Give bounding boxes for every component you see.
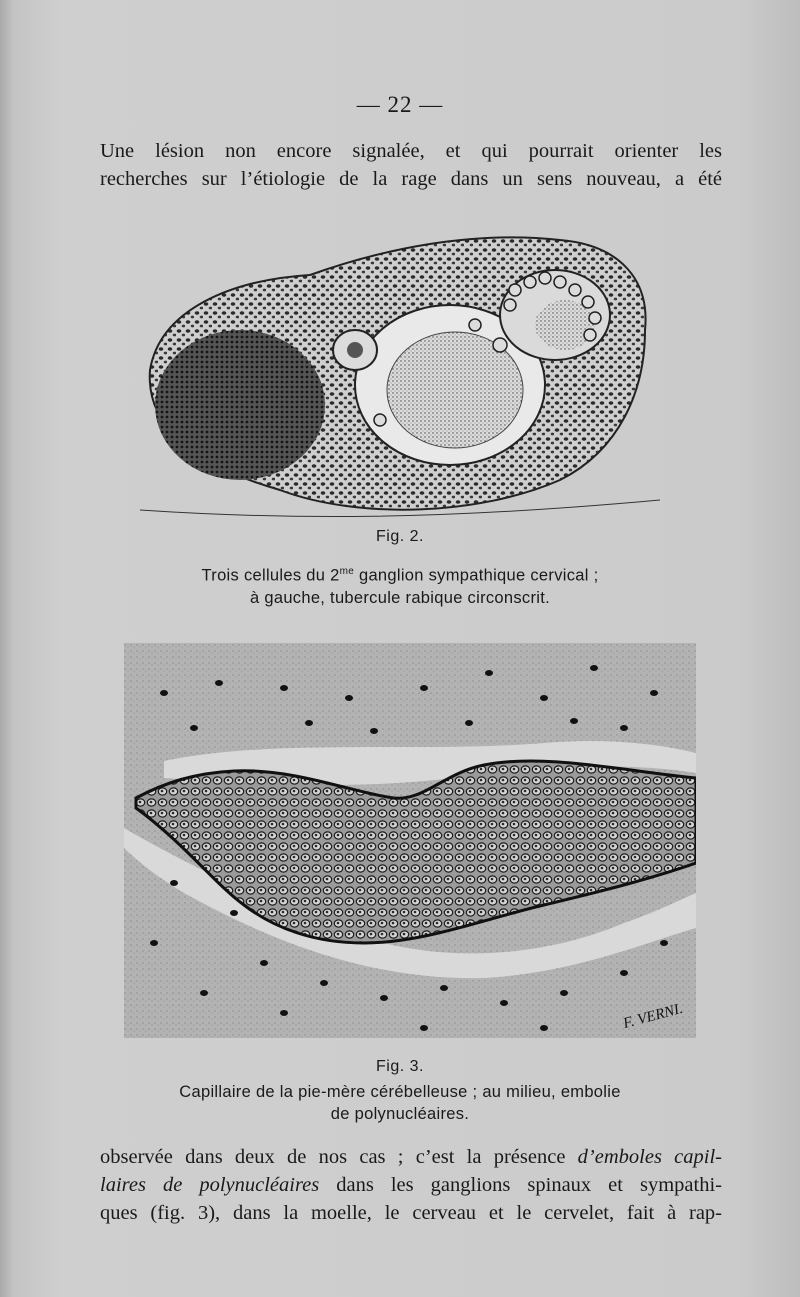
outro-line-1: observée dans deux de nos cas ; c’est la présence d’emboles capil- xyxy=(100,1146,722,1168)
intro-line-2: recherches sur l’étiologie de la rage dans un sens nouveau, a été xyxy=(100,168,722,190)
engraver-signature: F. VERNI. xyxy=(621,1000,685,1033)
rabic-tubercle xyxy=(155,330,325,480)
figure-3-illustration xyxy=(124,643,696,1038)
outro-line-2: laires de polynucléaires dans les ganglions spinaux et sympathi- xyxy=(100,1174,722,1196)
figure-2-caption-line-2: à gauche, tubercule rabique circonscrit. xyxy=(250,588,550,607)
page-number: — 22 — xyxy=(356,92,444,117)
figure-2-caption xyxy=(0,561,800,609)
figure-2-label: Fig. 2. xyxy=(376,528,424,545)
figure-2-caption-line-1: Trois cellules du $2^{me}$ ganglion sympathique cervical ; xyxy=(201,566,599,585)
figure-3-caption-line-2: de polynucléaires. xyxy=(330,1105,470,1123)
intro-line-1: Une lésion non encore signalée, et qui pourrait orienter les xyxy=(100,140,722,162)
figure-2-illustration xyxy=(140,220,660,520)
intro-paragraph xyxy=(100,137,722,193)
figure-3-caption xyxy=(0,1081,800,1125)
figure-3-label: Fig. 3. xyxy=(376,1058,424,1075)
outro-line-3: ques (fig. 3), dans la moelle, le cerveau et le cervelet, fait à rap- xyxy=(100,1202,722,1224)
outro-paragraph xyxy=(100,1143,722,1227)
figure-3-caption-line-1: Capillaire de la pie-mère cérébelleuse ; au milieu, embolie xyxy=(179,1083,621,1101)
